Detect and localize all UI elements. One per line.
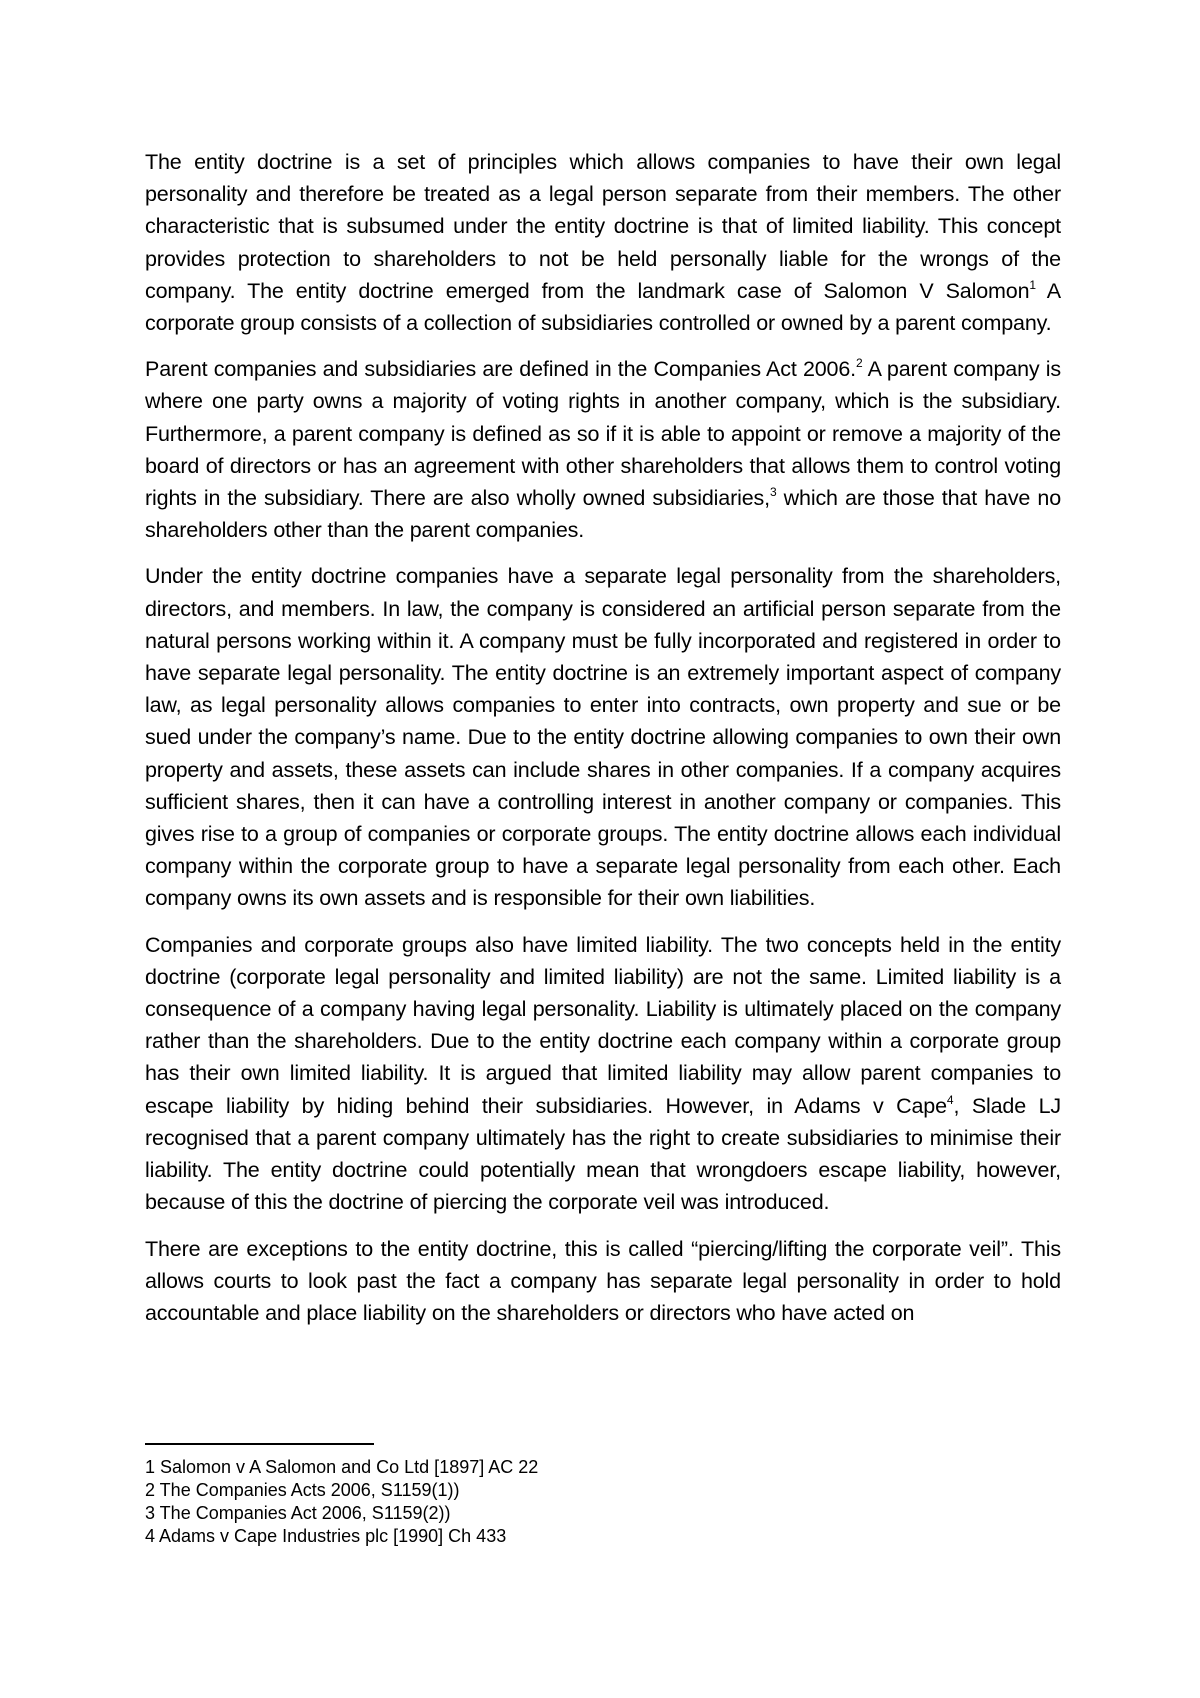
footnote-item: 2 The Companies Acts 2006, S1159(1)) xyxy=(145,1480,460,1500)
footnotes xyxy=(145,1456,845,1548)
body-text xyxy=(145,146,1061,1343)
footnote-reference: 2 xyxy=(856,356,863,371)
paragraph xyxy=(145,353,1061,546)
paragraph-text: Parent companies and subsidiaries are defined in the Companies Act 2006. xyxy=(145,357,856,382)
paragraph-text: A parent company is where one party owns a majority of voting rights in another company, which is the subsidiary. Furthermore, a parent company is defined as so if it is able to appoint or remove a majority of the board of directors or has an agreement with other shareholders that allows them to control voting rights in the subsidiary. There are also wholly owned subsidiaries, xyxy=(145,357,1061,511)
paragraph xyxy=(145,1233,1061,1330)
paragraph-text: A corporate group consists of a collection of subsidiaries controlled or owned by a parent company. xyxy=(145,278,1061,336)
paragraph-text: , Slade LJ recognised that a parent company ultimately has the right to create subsidiaries to minimise their liability. The entity doctrine could potentially mean that wrongdoers escape liability, however, because of this the doctrine of piercing the corporate veil was introduced. xyxy=(145,1093,1061,1215)
paragraph-text: The entity doctrine is a set of principles which allows companies to have their own legal personality and therefore be treated as a legal person separate from their members. The other characteristic that is subsumed under the entity doctrine is that of limited liability. This concept provides protection to shareholders to not be held personally liable for the wrongs of the company. The entity doctrine emerged from the landmark case of Salomon V Salomon xyxy=(145,150,1061,303)
paragraph xyxy=(145,929,1061,1219)
paragraph-text: which are those that have no shareholders other than the parent companies. xyxy=(145,486,1061,543)
footnote-item: 3 The Companies Act 2006, S1159(2)) xyxy=(145,1503,451,1523)
paragraph xyxy=(145,146,1061,339)
footnote-reference: 3 xyxy=(769,484,777,499)
paragraph-text: Under the entity doctrine companies have a separate legal personality from the shareholders, directors, and members. In law, the company is considered an artificial person separate from the natural persons working within it. A company must be fully incorporated and registered in order to have separate legal personality. The entity doctrine is an extremely important aspect of company law, as legal personality allows companies to enter into contracts, own property and sue or be sued under the company’s name. Due to the entity doctrine allowing companies to own their own property and assets, these assets can include shares in other companies. If a company acquires sufficient shares, then it can have a controlling interest in another company or companies. This gives rise to a group of companies or corporate groups. The entity doctrine allows each individual company within the corporate group to have a separate legal personality from each other. Each company owns its own assets and is responsible for their own liabilities. xyxy=(145,564,1061,911)
footnote-separator xyxy=(145,1443,374,1445)
paragraph-text: Companies and corporate groups also have limited liability. The two concepts held in the entity doctrine (corporate legal personality and limited liability) are not the same. Limited liability is a consequence of a company having legal personality. Liability is ultimately placed on the company rather than the shareholders. Due to the entity doctrine each company within a corporate group has their own limited liability. It is argued that limited liability may allow parent companies to escape liability by hiding behind their subsidiaries. However, in Adams v Cape xyxy=(145,932,1061,1118)
footnote-reference: 4 xyxy=(946,1092,954,1107)
footnote-item: 4 Adams v Cape Industries plc [1990] Ch 433 xyxy=(145,1526,507,1546)
paragraph-text: There are exceptions to the entity doctrine, this is called “piercing/lifting the corporate veil”. This allows courts to look past the fact a company has separate legal personality in order to hold accountable and place liability on the shareholders or directors who have acted on xyxy=(145,1236,1061,1325)
footnote-item: 1 Salomon v A Salomon and Co Ltd [1897] AC 22 xyxy=(145,1457,539,1477)
footnote-reference: 1 xyxy=(1029,277,1036,292)
paragraph xyxy=(145,560,1061,914)
